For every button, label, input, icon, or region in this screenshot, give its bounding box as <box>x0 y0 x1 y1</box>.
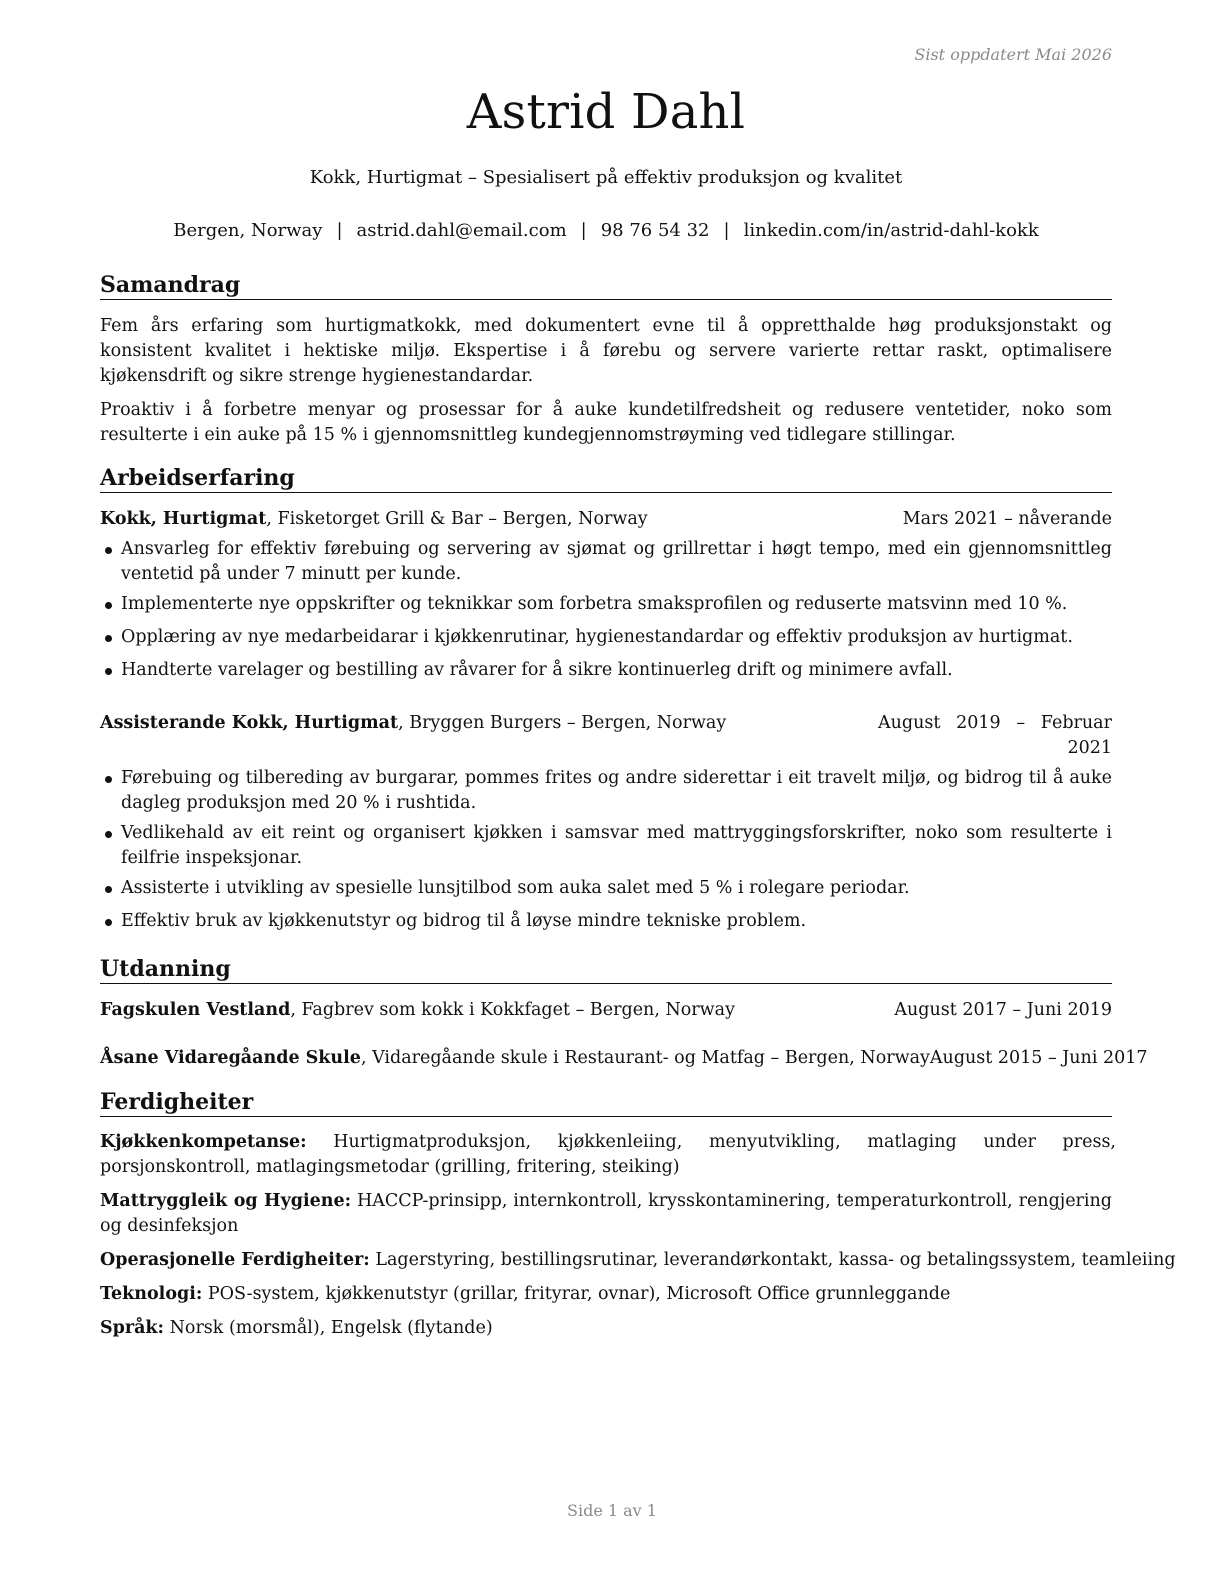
contact-separator: | <box>336 220 343 241</box>
skill-text: Hurtigmatproduksjon, kjøkkenleiing, menyutvikling, matlaging under press, porsjonskontroll, matlagingsmetodar (grilling, fritering, steiking) <box>100 1132 1116 1177</box>
job-dates: Mars 2021 – nåverande <box>902 509 1112 529</box>
skill-label: Kjøkkenkompetanse: <box>100 1132 307 1152</box>
education-title-line <box>100 1046 930 1071</box>
job-title: Kokk, Hurtigmat <box>100 509 267 529</box>
job-title: Assisterande Kokk, Hurtigmat <box>100 713 399 733</box>
job-bullet: Opplæring av nye medarbeidarar i kjøkkenrutinar, hygienestandardar og effektiv produksjon av hurtigmat. <box>100 625 1112 650</box>
contact-separator: | <box>723 220 730 241</box>
education-details: , Fagbrev som kokk i Kokkfaget – Bergen, Norway <box>290 1000 735 1020</box>
skill-row <box>100 1189 1112 1239</box>
skill-label: Teknologi: <box>100 1284 203 1304</box>
summary-paragraph: Proaktiv i å forbetre menyar og prosessar for å auke kundetilfredsheit og redusere ventetider, noko som resulterte i ein auke på 15 % i gjennomsnittleg kundegjennomstrøyming ved tidlegare stillingar. <box>100 400 1112 445</box>
last-updated: Sist oppdatert Mai 2026 <box>914 45 1112 64</box>
skill-label: Operasjonelle Ferdigheiter: <box>100 1250 370 1270</box>
job-bullet: Førebuing og tilbereding av burgarar, pommes frites og andre siderettar i eit travelt miljø, og bidrog til å auke dagleg produksjon med 20 % i rushtida. <box>100 766 1112 816</box>
section-heading-summary: Samandrag <box>100 272 1112 300</box>
job-bullet: Ansvarleg for effektiv førebuing og servering av sjømat og grillrettar i høgt tempo, med ein gjennomsnittleg ventetid på under 7 minutt per kunde. <box>100 537 1112 587</box>
job-bullet: Vedlikehald av eit reint og organisert kjøkken i samsvar med mattryggingsforskrifter, noko som resulterte i feilfrie inspeksjonar. <box>100 821 1112 871</box>
job-bullet: Assisterte i utvikling av spesielle lunsjtilbod som auka salet med 5 % i rolegare periodar. <box>100 876 1112 901</box>
job-bullet: Handterte varelager og bestilling av råvarer for å sikre kontinuerleg drift og minimere avfall. <box>100 658 1112 683</box>
education-details: , Vidaregåande skule i Restaurant- og Matfag – Bergen, Norway <box>360 1048 930 1068</box>
skill-row <box>100 1282 1116 1307</box>
section-heading-education: Utdanning <box>100 956 1112 984</box>
skill-row <box>100 1316 1116 1341</box>
job-bullets <box>100 537 1112 683</box>
skill-row <box>100 1130 1116 1180</box>
job-header <box>100 711 1112 761</box>
skill-text: Lagerstyring, bestillingsrutinar, leverandørkontakt, kassa- og betalingssystem, teamleiing <box>369 1250 1176 1270</box>
contact-location: Bergen, Norway <box>173 220 323 241</box>
job-employer: , Bryggen Burgers – Bergen, Norway <box>398 713 727 733</box>
resume-page <box>100 0 1176 1584</box>
job-bullet: Implementerte nye oppskrifter og teknikkar som forbetra smaksprofilen og reduserte matsvinn med 10 %. <box>100 592 1112 617</box>
section-heading-experience: Arbeidserfaring <box>100 465 1112 493</box>
contact-phone: 98 76 54 32 <box>600 220 710 241</box>
education-dates: August 2017 – Juni 2019 <box>894 1000 1112 1020</box>
summary-paragraph: Fem års erfaring som hurtigmatkokk, med dokumentert evne til å oppretthalde høg produksjonstakt og konsistent kvalitet i hektiske miljø. Ekspertise i å førebu og servere varierte rettar raskt, optimalisere kjøkensdrift og sikre strenge hygienestandardar. <box>100 316 1112 386</box>
contact-separator: | <box>580 220 587 241</box>
education-title-line <box>100 998 894 1023</box>
education-school: Fagskulen Vestland <box>100 1000 291 1020</box>
education-dates: August 2015 – Juni 2017 <box>929 1048 1148 1068</box>
job-title-line <box>100 711 878 761</box>
skill-label: Språk: <box>100 1318 165 1338</box>
contact-email[interactable]: astrid.dahl@email.com <box>356 220 567 241</box>
page-number: Side 1 av 1 <box>567 1501 657 1520</box>
job-header <box>100 507 1112 532</box>
candidate-tagline: Kokk, Hurtigmat – Spesialisert på effektiv produksjon og kvalitet <box>309 167 903 188</box>
education-school: Åsane Vidaregåande Skule <box>100 1048 361 1068</box>
candidate-name: Astrid Dahl <box>466 84 746 140</box>
job-title-line <box>100 507 903 532</box>
job-bullet: Effektiv bruk av kjøkkenutstyr og bidrog til å løyse mindre tekniske problem. <box>100 909 1112 934</box>
skill-label: Mattryggleik og Hygiene: <box>100 1191 352 1211</box>
job-bullets <box>100 766 1112 934</box>
skill-text: POS-system, kjøkkenutstyr (grillar, frityrar, ovnar), Microsoft Office grunnleggande <box>202 1284 951 1304</box>
education-entry <box>100 1046 1148 1071</box>
skill-row <box>100 1248 1176 1273</box>
job-dates: August 2019 – Februar 2021 <box>878 713 1112 758</box>
skill-text: Norsk (morsmål), Engelsk (flytande) <box>164 1318 493 1338</box>
skill-text: HACCP-prinsipp, internkontroll, krysskontaminering, temperaturkontroll, rengjering og desinfeksjon <box>100 1191 1112 1236</box>
education-entry <box>100 998 1112 1023</box>
job-employer: , Fisketorget Grill & Bar – Bergen, Norway <box>266 509 648 529</box>
contact-line <box>100 220 1112 241</box>
section-heading-skills: Ferdigheiter <box>100 1089 1112 1117</box>
contact-linkedin[interactable]: linkedin.com/in/astrid-dahl-kokk <box>743 220 1039 241</box>
